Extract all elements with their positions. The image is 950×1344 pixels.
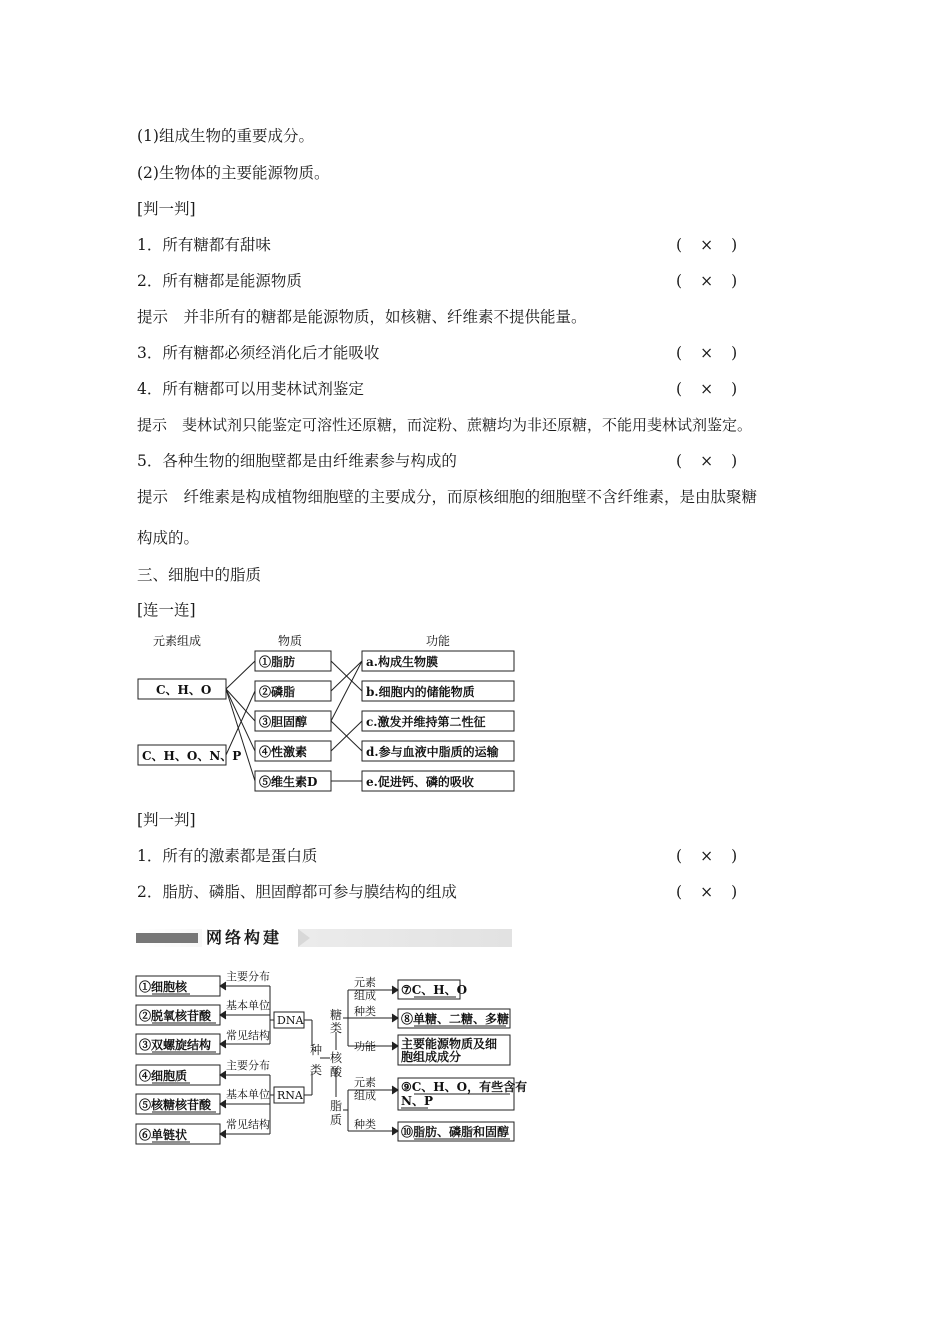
edge-label-basic-unit-dna: 基本单位 (226, 999, 270, 1012)
question-4: 4．所有糖都可以用斐林试剂鉴定 (137, 380, 364, 398)
element-substance-links (226, 661, 255, 781)
sugar-label-kind: 种类 (354, 1005, 376, 1018)
nucleic-char-1: 核 (330, 1051, 343, 1065)
right-box-label-function-1: 主要能源物质及细 (401, 1037, 498, 1051)
judge2-answer-mark-2: ( × ) (676, 883, 738, 901)
sugar-label-element: 元素 (354, 976, 376, 989)
left-box-label-5: ⑤核糖核苷酸 (139, 1098, 212, 1112)
nucleic-char-2: 酸 (330, 1065, 343, 1079)
question-2: 2．所有糖都是能源物质 (137, 272, 302, 290)
edge-label-structure-rna: 常见结构 (226, 1118, 270, 1131)
rna-label: RNA (277, 1089, 303, 1102)
left-box-label-3: ③双螺旋结构 (139, 1038, 212, 1052)
function-label-b: b.细胞内的储能物质 (366, 685, 475, 699)
edge-label-basic-unit-rna: 基本单位 (226, 1088, 270, 1101)
right-box-label-10: ⑩脂肪、磷脂和固醇 (401, 1125, 510, 1139)
banner-chevron-icon (298, 929, 310, 947)
edge-label-structure-dna: 常见结构 (226, 1029, 270, 1042)
answer-mark-5: ( × ) (676, 452, 738, 470)
sugar-label-function: 功能 (354, 1040, 376, 1053)
kind-char-1: 种 (310, 1043, 323, 1057)
answer-close: ) (731, 236, 738, 254)
lipid-char-2: 质 (330, 1113, 343, 1127)
intro-line-1: (1)组成生物的重要成分。 (137, 127, 314, 145)
lipid-label-kind: 种类 (354, 1118, 376, 1131)
element-label-cho: C、H、O (156, 683, 212, 697)
substance-label-4: ④性激素 (259, 745, 308, 759)
right-box-label-9-1: ⑨C、H、O，有些含有 (401, 1080, 528, 1094)
substance-label-3: ③胆固醇 (259, 715, 308, 729)
banner-title: 网络构建 (202, 926, 298, 950)
answer-mark-4: ( × ) (676, 380, 738, 398)
hint-2: 提示 并非所有的糖都是能源物质，如核糖、纤维素不提供能量。 (137, 308, 587, 326)
question-1: 1．所有糖都有甜味 (137, 236, 271, 254)
lipid-label-composition: 组成 (354, 1089, 376, 1102)
section-title-lipids: 三、细胞中的脂质 (137, 566, 262, 584)
judge2-question-2: 2．脂肪、磷脂、胆固醇都可参与膜结构的组成 (137, 883, 457, 901)
answer-open: ( (676, 236, 683, 254)
connect-heading: [连一连] (137, 601, 196, 619)
hint-5-line-2: 构成的。 (137, 529, 200, 547)
sugar-label-composition: 组成 (354, 989, 376, 1002)
answer-mark-3: ( × ) (676, 344, 738, 362)
edge-label-main-distribution-dna: 主要分布 (226, 970, 270, 983)
dna-label: DNA (277, 1014, 304, 1027)
right-box-label-9-2: N、P (401, 1094, 433, 1108)
answer-x: × (700, 236, 714, 254)
judge2-question-1: 1．所有的激素都是蛋白质 (137, 847, 318, 865)
right-box-label-7: ⑦C、H、O (401, 983, 468, 997)
header-function: 功能 (426, 634, 451, 648)
judge-heading-1: [判一判] (137, 200, 196, 218)
element-label-chonp: C、H、O、N、P (142, 749, 242, 763)
substance-label-5: ⑤维生素D (259, 775, 318, 789)
judge-heading-2: [判一判] (137, 811, 196, 829)
hint-5-line-1: 提示 纤维素是构成植物细胞壁的主要成分，而原核细胞的细胞壁不含纤维素，是由肽聚糖 (137, 488, 758, 506)
function-label-a: a.构成生物膜 (366, 655, 438, 669)
network-banner (136, 929, 512, 947)
header-substance: 物质 (278, 634, 303, 648)
kind-char-2: 类 (310, 1063, 323, 1077)
substance-function-links (331, 661, 362, 781)
edge-label-main-distribution-rna: 主要分布 (226, 1059, 270, 1072)
sugar-char-2: 类 (330, 1021, 343, 1035)
right-box-label-8: ⑧单糖、二糖、多糖 (401, 1012, 510, 1026)
function-label-e: e.促进钙、磷的吸收 (366, 775, 474, 789)
substance-label-1: ①脂肪 (259, 655, 296, 669)
function-label-c: c.激发并维持第二性征 (366, 715, 486, 729)
left-box-label-1: ①细胞核 (139, 980, 188, 994)
sugar-char-1: 糖 (330, 1008, 343, 1022)
judge2-answer-mark-1: ( × ) (676, 847, 738, 865)
substance-label-2: ②磷脂 (259, 685, 296, 699)
question-3: 3．所有糖都必须经消化后才能吸收 (137, 344, 380, 362)
lipid-char-1: 脂 (330, 1099, 343, 1113)
left-box-label-2: ②脱氧核苷酸 (139, 1009, 212, 1023)
left-box-label-4: ④细胞质 (139, 1069, 188, 1083)
hint-4: 提示 斐林试剂只能鉴定可溶性还原糖，而淀粉、蔗糖均为非还原糖，不能用斐林试剂鉴定。 (137, 416, 753, 434)
function-label-d: d.参与血液中脂质的运输 (366, 745, 499, 759)
banner-bar (136, 933, 198, 943)
lipid-label-element: 元素 (354, 1076, 376, 1089)
header-element-composition: 元素组成 (153, 634, 202, 648)
right-box-label-function-2: 胞组成成分 (401, 1050, 462, 1064)
intro-line-2: (2)生物体的主要能源物质。 (137, 164, 330, 182)
left-box-label-6: ⑥单链状 (139, 1128, 188, 1142)
answer-mark-2: ( × ) (676, 272, 738, 290)
question-5: 5．各种生物的细胞壁都是由纤维素参与构成的 (137, 452, 457, 470)
